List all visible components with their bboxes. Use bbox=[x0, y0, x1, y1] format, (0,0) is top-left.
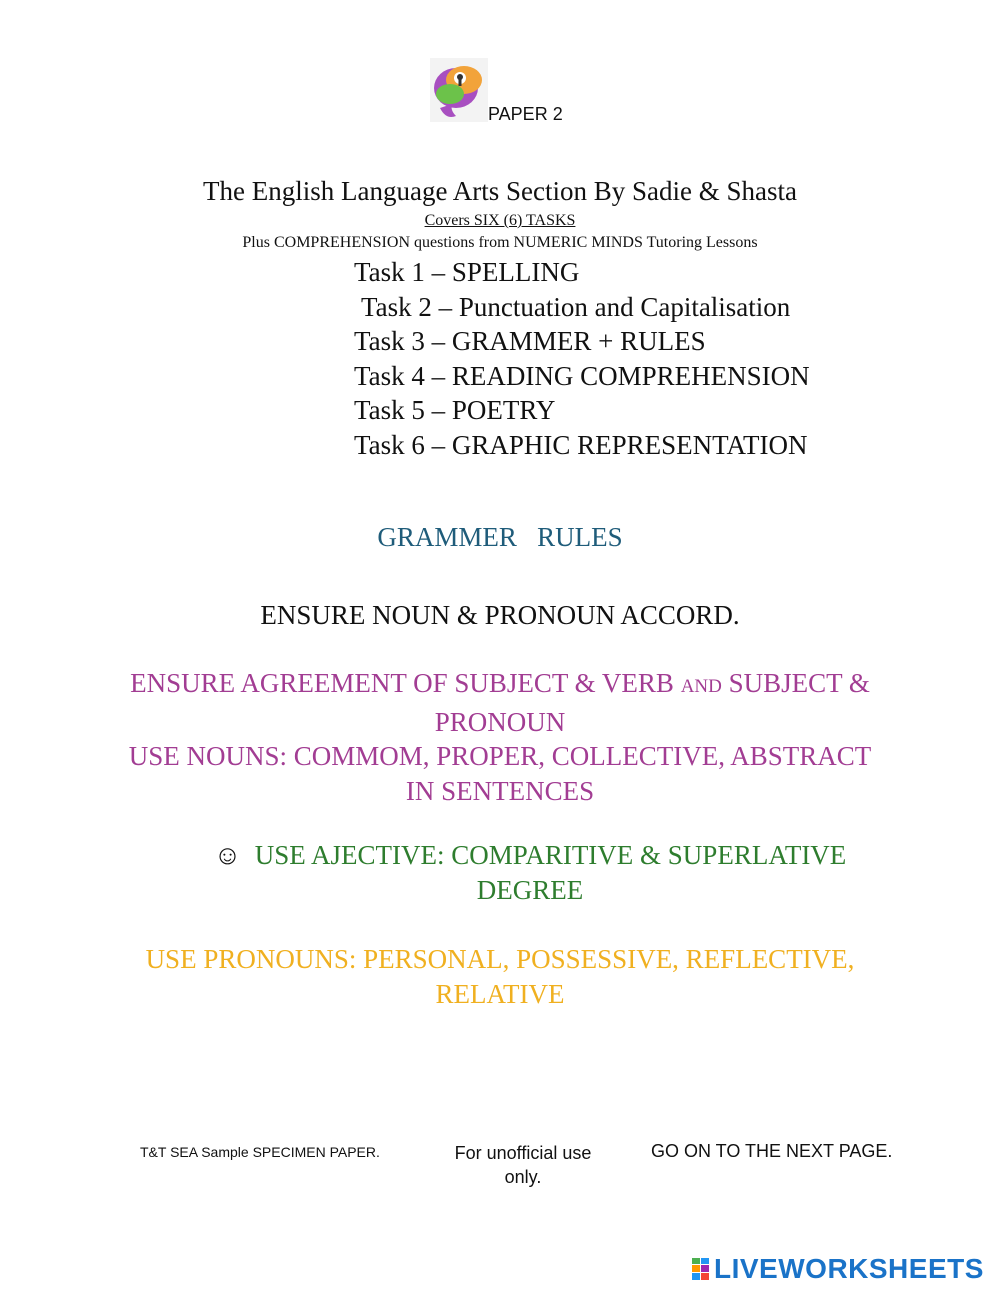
smiley-icon: ☺ bbox=[213, 840, 242, 870]
comprehension-note: Plus COMPREHENSION questions from NUMERIC MINDS Tutoring Lessons bbox=[242, 234, 758, 251]
paper-label: PAPER 2 bbox=[488, 104, 563, 124]
liveworksheets-brand[interactable] bbox=[692, 1254, 984, 1284]
rule-agreement bbox=[120, 666, 880, 808]
grammar-rules-heading: GRAMMER RULES bbox=[377, 522, 623, 552]
page-title: The English Language Arts Section By Sadie & Shasta bbox=[203, 176, 797, 206]
task-item: Task 3 – GRAMMER + RULES bbox=[354, 326, 706, 356]
rule-nouns: USE NOUNS: COMMOM, PROPER, COLLECTIVE, ABSTRACT IN SENTENCES bbox=[128, 741, 872, 806]
footer-unofficial-note: For unofficial use only. bbox=[454, 1143, 592, 1187]
liveworksheets-text: LIVEWORKSHEETS bbox=[714, 1253, 984, 1284]
rule-adjective bbox=[190, 838, 870, 907]
rule-agreement-and: AND bbox=[680, 676, 722, 697]
footer-specimen-label: T&T SEA Sample SPECIMEN PAPER. bbox=[140, 1144, 380, 1160]
subtitle: Covers SIX (6) TASKS bbox=[424, 212, 576, 229]
rule-pronouns: USE PRONOUNS: PERSONAL, POSSESSIVE, REFLECTIVE, RELATIVE bbox=[145, 944, 855, 1009]
liveworksheets-icon bbox=[692, 1258, 710, 1280]
rule-agreement-text-2: SUBJECT & PRONOUN bbox=[434, 668, 870, 737]
brain-keyhole-logo-icon bbox=[430, 58, 488, 122]
footer-next-page: GO ON TO THE NEXT PAGE. bbox=[651, 1141, 893, 1161]
task-item: Task 4 – READING COMPREHENSION bbox=[354, 361, 810, 391]
task-item: Task 2 – Punctuation and Capitalisation bbox=[361, 292, 791, 322]
task-item: Task 5 – POETRY bbox=[354, 395, 556, 425]
task-item: Task 1 – SPELLING bbox=[354, 257, 580, 287]
task-item: Task 6 – GRAPHIC REPRESENTATION bbox=[354, 430, 808, 460]
rule-noun-pronoun: ENSURE NOUN & PRONOUN ACCORD. bbox=[260, 600, 740, 630]
rule-agreement-text-1: ENSURE AGREEMENT OF SUBJECT & VERB bbox=[130, 668, 681, 698]
rule-adjective-text: USE AJECTIVE: COMPARITIVE & SUPERLATIVE DEGREE bbox=[254, 840, 847, 905]
